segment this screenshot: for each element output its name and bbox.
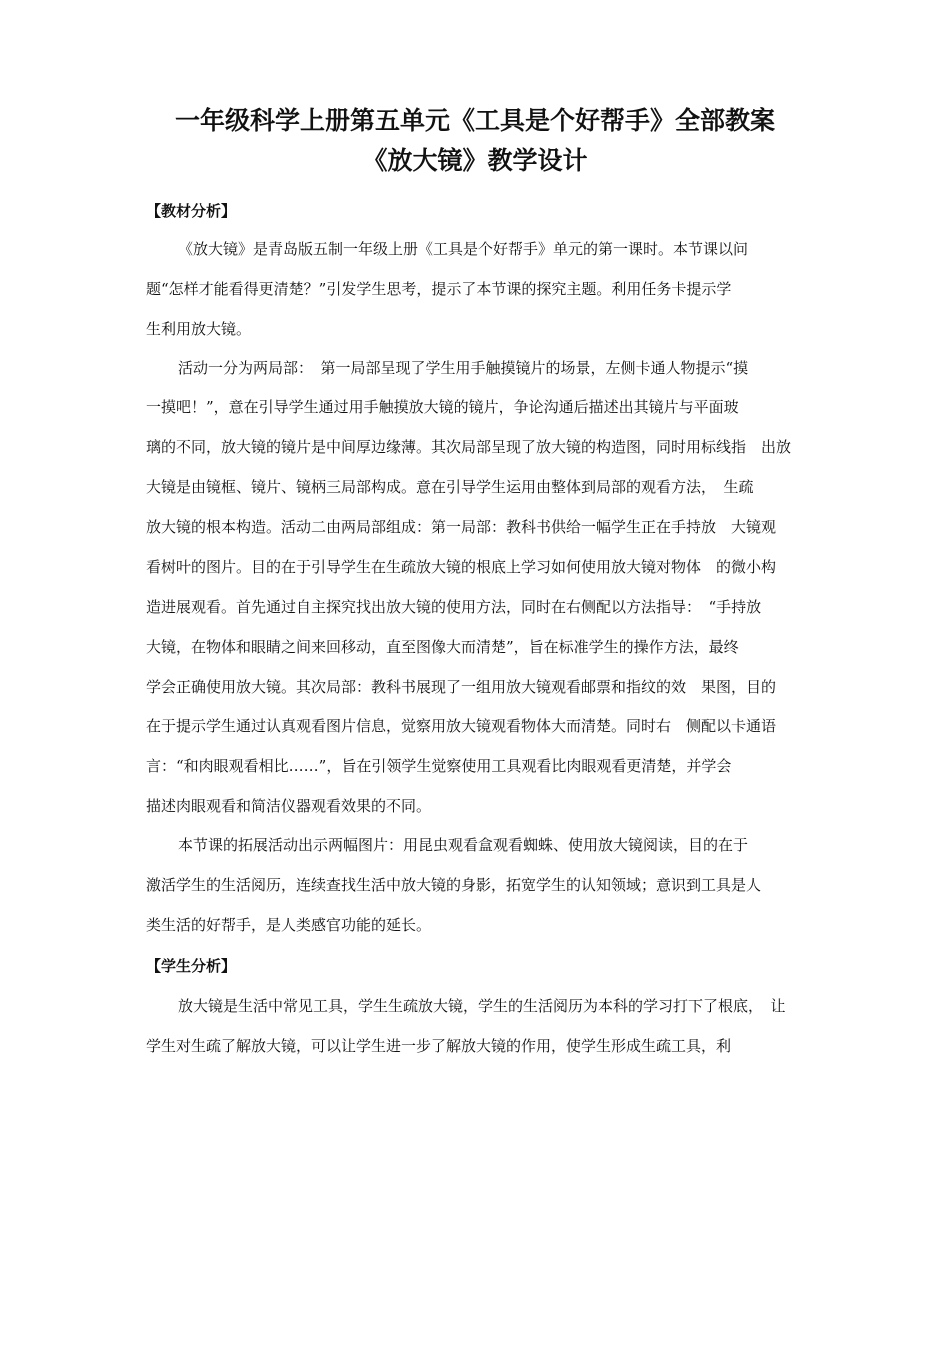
paragraph-line: 大镜是由镜框、镜片、镜柄三局部构成。意在引导学生运用由整体到局部的观看方法， 生疏 bbox=[146, 478, 754, 496]
section-heading-material-analysis: 【教材分析】 bbox=[146, 202, 237, 220]
paragraph-line: 放大镜是生活中常见工具，学生生疏放大镜，学生的生活阅历为本科的学习打下了根底， 让 bbox=[178, 997, 786, 1015]
paragraph-line: 类生活的好帮手，是人类感官功能的延长。 bbox=[146, 916, 432, 934]
paragraph-line: 激活学生的生活阅历，连续查找生活中放大镜的身影，拓宽学生的认知领域；意识到工具是人 bbox=[146, 876, 762, 894]
paragraph-line: 一摸吧！”，意在引导学生通过用手触摸放大镜的镜片，争论沟通后描述出其镜片与平面玻 bbox=[146, 398, 739, 416]
paragraph-line: 描述肉眼观看和简洁仪器观看效果的不同。 bbox=[146, 797, 432, 815]
paragraph-line: 造进展观看。首先通过自主探究找出放大镜的使用方法，同时在右侧配以方法指导： “手持放 bbox=[146, 598, 762, 616]
paragraph-line: 在于提示学生通过认真观看图片信息，觉察用放大镜观看物体大而清楚。同时右 侧配以卡通语 bbox=[146, 717, 777, 735]
paragraph-line: 言：“和肉眼观看相比……”，旨在引领学生觉察使用工具观看比肉眼观看更清楚，并学会 bbox=[146, 757, 732, 775]
paragraph-line: 活动一分为两局部： 第一局部呈现了学生用手触摸镜片的场景，左侧卡通人物提示“摸 bbox=[178, 359, 749, 377]
paragraph-line: 生利用放大镜。 bbox=[146, 320, 252, 338]
paragraph-line: 放大镜的根本构造。活动二由两局部组成：第一局部：教科书供给一幅学生正在手持放 大镜观 bbox=[146, 518, 777, 536]
paragraph-line: 本节课的拓展活动出示两幅图片：用昆虫观看盒观看蜘蛛、使用放大镜阅读，目的在于 bbox=[178, 836, 749, 854]
paragraph-line: 题“怎样才能看得更清楚？”引发学生思考，提示了本节课的探究主题。利用任务卡提示学 bbox=[146, 280, 732, 298]
paragraph-line: 学生对生疏了解放大镜，可以让学生进一步了解放大镜的作用，使学生形成生疏工具，利 bbox=[146, 1037, 732, 1055]
paragraph-line: 学会正确使用放大镜。其次局部：教科书展现了一组用放大镜观看邮票和指纹的效 果图，目的 bbox=[146, 678, 777, 696]
paragraph-line: 看树叶的图片。目的在于引导学生在生疏放大镜的根底上学习如何使用放大镜对物体 的微小构 bbox=[146, 558, 777, 576]
section-heading-student-analysis: 【学生分析】 bbox=[146, 957, 237, 975]
document-title: 一年级科学上册第五单元《工具是个好帮手》全部教案 bbox=[174, 106, 775, 135]
paragraph-line: 大镜，在物体和眼睛之间来回移动，直至图像大而清楚”，旨在标准学生的操作方法，最终 bbox=[146, 638, 739, 656]
document-subtitle: 《放大镜》教学设计 bbox=[362, 146, 588, 175]
paragraph-line: 《放大镜》是青岛版五制一年级上册《工具是个好帮手》单元的第一课时。本节课以问 bbox=[178, 240, 749, 258]
paragraph-line: 璃的不同，放大镜的镜片是中间厚边缘薄。其次局部呈现了放大镜的构造图，同时用标线指 出放 bbox=[146, 438, 792, 456]
